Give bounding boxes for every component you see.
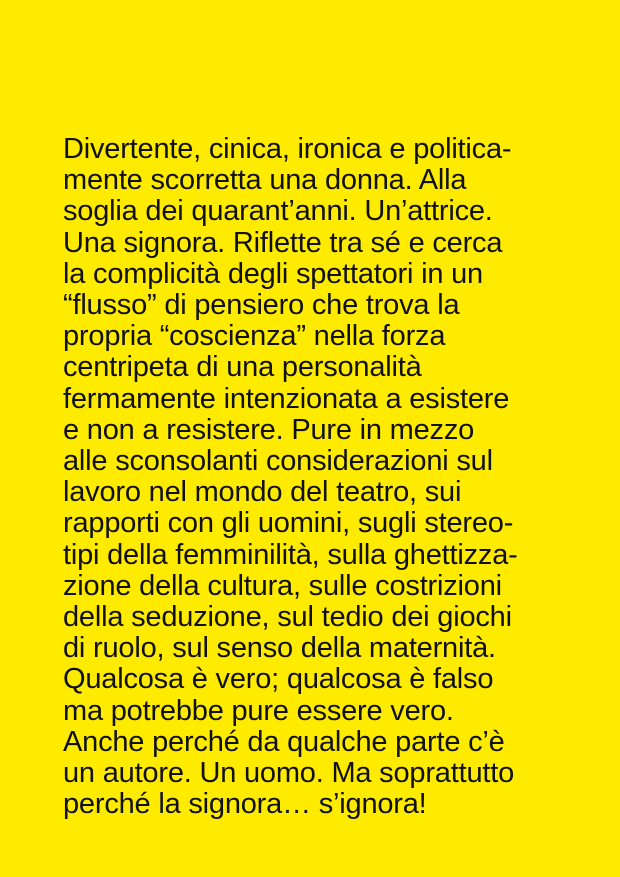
blurb-line: zione della cultura, sulle costrizioni	[63, 569, 502, 602]
blurb-line: Divertente, cinica, ironica e politica-	[63, 133, 512, 165]
blurb-line: mente scorretta una donna. Alla	[63, 164, 467, 197]
blurb-text	[63, 134, 583, 820]
blurb-line: rapporti con gli uomini, sugli stereo-	[63, 507, 514, 540]
blurb-line: ma potrebbe pure essere vero.	[63, 694, 454, 727]
blurb-line: Una signora. Riflette tra sé e cerca	[63, 226, 503, 259]
blurb-line: propria “coscienza” nella forza	[63, 320, 446, 353]
blurb-line: di ruolo, sul senso della maternità.	[63, 632, 496, 665]
blurb-line: un autore. Un uomo. Ma soprattutto	[63, 757, 515, 790]
blurb-line: “flusso” di pensiero che trova la	[63, 289, 460, 322]
blurb-line: Anche perché da qualche parte c’è	[63, 725, 505, 758]
blurb-line: Qualcosa è vero; qualcosa è falso	[63, 663, 494, 696]
blurb-line: soglia dei quarant’anni. Un’attrice.	[63, 195, 493, 228]
blurb-line: tipi della femminilità, sulla ghettizza-	[63, 538, 518, 571]
blurb-line: fermamente intenzionata a esistere	[63, 382, 510, 415]
blurb-line: la complicità degli spettatori in un	[63, 257, 483, 290]
blurb-line: lavoro nel mondo del teatro, sui	[63, 476, 462, 509]
blurb-line: e non a resistere. Pure in mezzo	[63, 413, 475, 446]
blurb-line: alle sconsolanti considerazioni sul	[63, 445, 493, 478]
blurb-line: della seduzione, sul tedio dei giochi	[63, 601, 512, 634]
blurb-line: centripeta di una personalità	[63, 351, 422, 384]
blurb-line: perché la signora… s’ignora!	[63, 788, 427, 821]
